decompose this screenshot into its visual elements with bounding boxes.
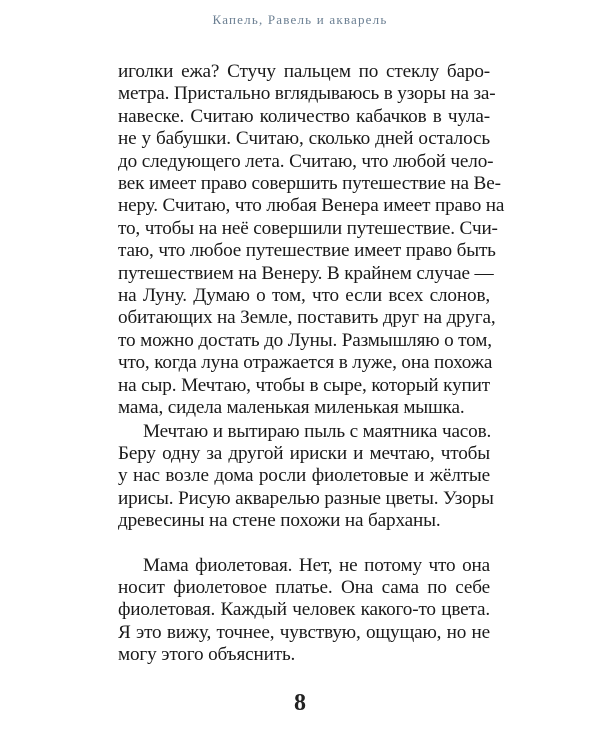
body-text bbox=[118, 61, 505, 667]
text-line: ирисы. Рисую акварелью разные цветы. Узоры bbox=[118, 487, 494, 509]
text-line: древесины на стене похожи на барханы. bbox=[118, 510, 441, 532]
text-line: носит фиолетовое платье. Она сама по себе bbox=[118, 576, 490, 598]
text-line: неру. Считаю, что любая Венера имеет право на bbox=[118, 195, 505, 217]
text-line: метра. Пристально вглядываюсь в узоры на за- bbox=[118, 83, 496, 105]
text-line: навеске. Считаю количество кабачков в чула- bbox=[118, 105, 490, 127]
text-line: иголки ежа? Стучу пальцем по стеклу баро- bbox=[118, 61, 490, 82]
text-line: до следующего лета. Считаю, что любой чело- bbox=[118, 150, 494, 172]
text-line: на Луну. Думаю о том, что если всех слонов, bbox=[118, 285, 490, 307]
text-line: то, чтобы на неё совершили путешествие. Счи- bbox=[118, 217, 498, 239]
text-line: обитающих на Земле, поставить друг на друга, bbox=[118, 307, 496, 329]
text-line: на сыр. Мечтаю, чтобы в сыре, который купит bbox=[118, 374, 490, 396]
text-line: мама, сидела маленькая миленькая мышка. bbox=[118, 397, 465, 419]
text-line: то можно достать до Луны. Размышляю о том, bbox=[118, 329, 492, 351]
running-head: Капель, Равель и акварель bbox=[212, 12, 388, 27]
text-line: Беру одну за другой ириски и мечтаю, чтобы bbox=[118, 442, 490, 464]
text-line: что, когда луна отражается в луже, она похожа bbox=[118, 352, 493, 374]
text-line: могу этого объяснить. bbox=[118, 644, 296, 666]
text-line: Мама фиолетовая. Нет, не потому что она bbox=[143, 554, 490, 576]
text-line: фиолетовая. Каждый человек какого-то цвета. bbox=[118, 599, 490, 621]
text-line: путешествием на Венеру. В крайнем случае — bbox=[118, 262, 494, 284]
text-line: Мечтаю и вытираю пыль с маятника часов. bbox=[143, 420, 492, 442]
text-line: у нас возле дома росли фиолетовые и жёлтые bbox=[118, 465, 490, 487]
paragraph-1 bbox=[118, 61, 505, 420]
text-line: не у бабушки. Считаю, сколько дней осталось bbox=[118, 128, 490, 150]
paragraph-3 bbox=[118, 555, 490, 667]
paragraph-2 bbox=[118, 420, 494, 533]
text-line: Я это вижу, точнее, чувствую, ощущаю, но не bbox=[118, 621, 490, 643]
page-number: 8 bbox=[294, 690, 306, 716]
text-line: таю, что любое путешествие имеет право быть bbox=[118, 240, 496, 262]
text-line: век имеет право совершить путешествие на Ве- bbox=[118, 173, 501, 195]
